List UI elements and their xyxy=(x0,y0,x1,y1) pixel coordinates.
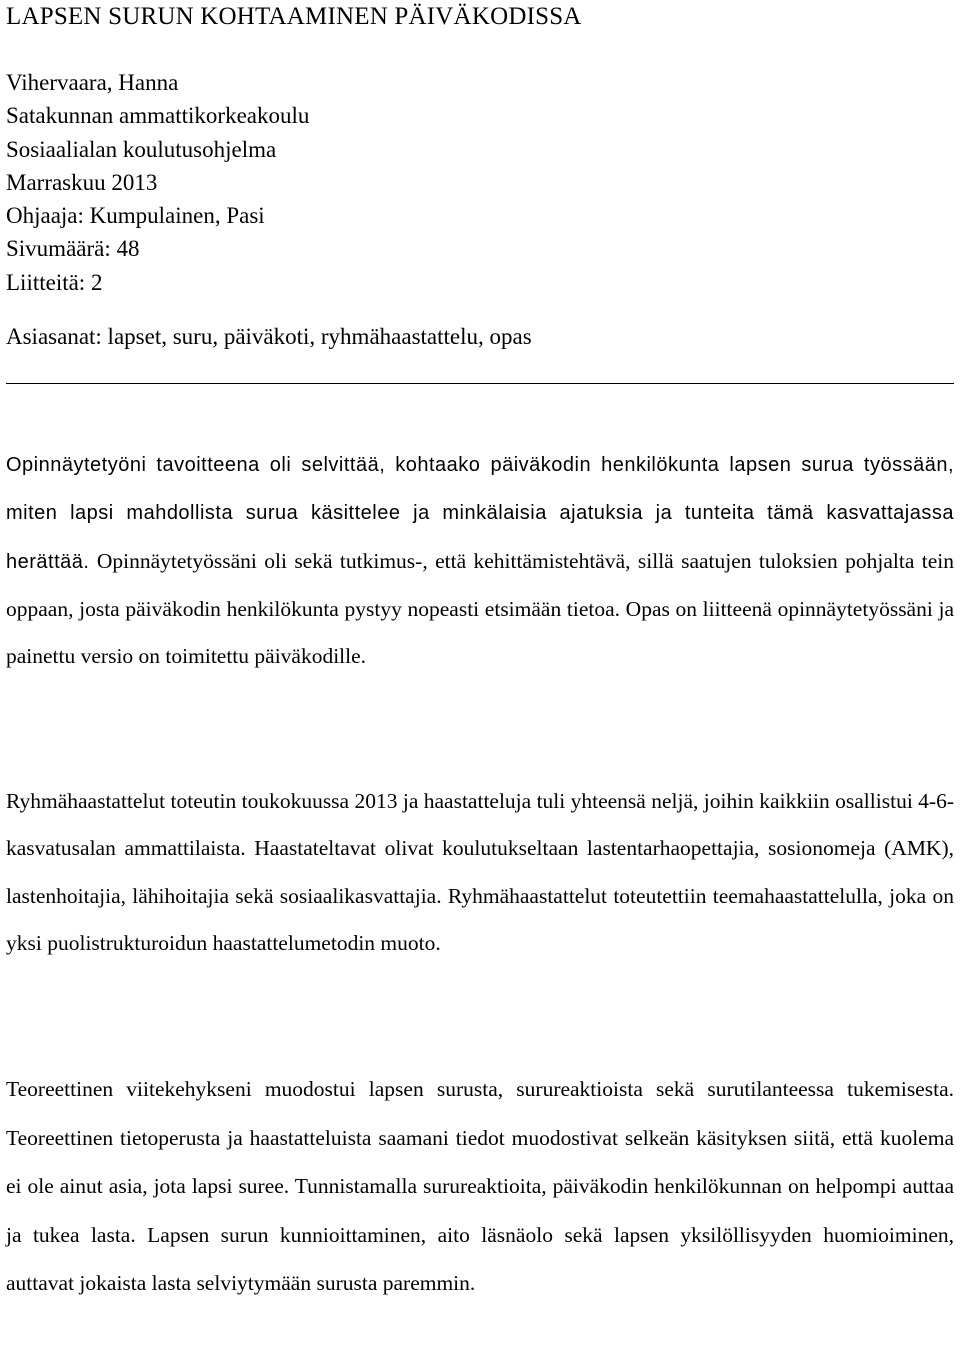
abstract-paragraph-1-serif-part: Opinnäytetyössäni oli sekä tutkimus-, että kehittämistehtävä, sillä saatujen tuloksien pohjalta tein oppaan, josta päiväkodin henkilökunta pystyy nopeasti etsimään tietoa. Opas on liitteenä opinnäytetyössäni ja painettu versio on toimitettu päiväkodille. xyxy=(6,548,954,669)
document-title: LAPSEN SURUN KOHTAAMINEN PÄIVÄKODISSA xyxy=(6,3,582,30)
programme-line: Sosiaalialan koulutusohjelma xyxy=(6,136,277,162)
appendix-count-line: Liitteitä: 2 xyxy=(6,269,103,295)
supervisor-line: Ohjaaja: Kumpulainen, Pasi xyxy=(6,203,265,229)
abstract-paragraph-1-sans-part: Opinnäytetyöni tavoitteena oli selvittää, kohtaako päiväkodin henkilökunta lapsen surua työssään, miten lapsi mahdollista surua käsittelee ja minkälaisia ajatuksia ja tunteita tämä kasvattajassa herättää. xyxy=(6,454,954,573)
abstract-paragraph-3: Teoreettinen viitekehykseni muodostui lapsen surusta, surureaktioista sekä surutilanteessa tukemisesta. Teoreettinen tietoperusta ja haastatteluista saamani tiedot muodostivat selkeän käsityksen siitä, että kuolema ei ole ainut asia, jota lapsi suree. Tunnistamalla surureaktioita, päiväkodin henkilökunnan on helpompi auttaa ja tukea lasta. Lapsen surun kunnioittaminen, aito läsnäolo sekä lapsen yksilöllisyyden huomioiminen, auttavat jokaista lasta selviytymään surusta paremmin. xyxy=(6,1077,954,1295)
abstract-paragraph-1 xyxy=(6,441,954,680)
page-count-line: Sivumäärä: 48 xyxy=(6,236,140,262)
separator-rule xyxy=(6,383,954,384)
school-line: Satakunnan ammattikorkeakoulu xyxy=(6,103,310,129)
abstract-paragraph-2: Ryhmähaastattelut toteutin toukokuussa 2013 ja haastatteluja tuli yhteensä neljä, joihin kaikkiin osallistui 4-6-kasvatusalan ammattilaista. Haastateltavat olivat koulutukseltaan lastentarhaopettajia, sosionomeja (AMK), lastenhoitajia, lähihoitajia sekä sosiaalikasvattajia. Ryhmähaastattelut toteutettiin teemahaastattelulla, joka on yksi puolistrukturoidun haastattelumetodin muoto. xyxy=(6,789,954,956)
date-line: Marraskuu 2013 xyxy=(6,169,158,195)
document-meta xyxy=(6,66,309,299)
author-line: Vihervaara, Hanna xyxy=(6,70,179,95)
keywords-line: Asiasanat: lapset, suru, päiväkoti, ryhmähaastattelu, opas xyxy=(6,324,532,349)
